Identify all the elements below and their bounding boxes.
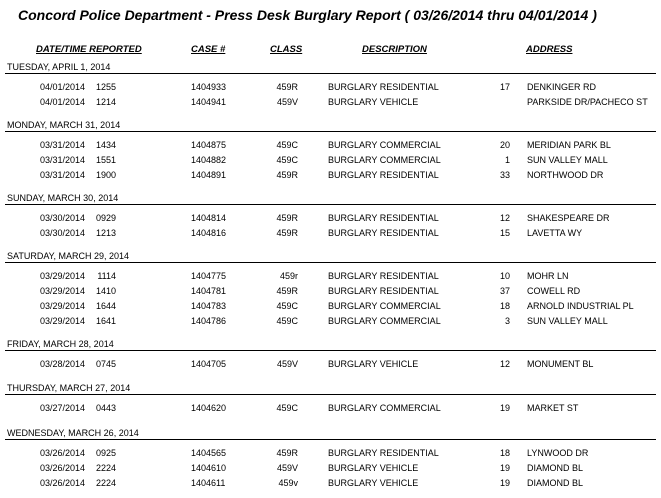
row-date: 03/28/2014: [40, 359, 86, 369]
row-description: BURGLARY VEHICLE: [328, 478, 419, 488]
row-street-name: COWELL RD: [527, 286, 581, 296]
row-street-name: DENKINGER RD: [527, 82, 597, 92]
day-heading: MONDAY, MARCH 31, 2014: [7, 120, 121, 130]
row-class: 459R: [276, 228, 298, 238]
row-street-name: DIAMOND BL: [527, 463, 584, 473]
row-date: 03/26/2014: [40, 478, 86, 488]
row-time: 1434: [95, 140, 116, 150]
row-time: 1114: [97, 271, 116, 281]
row-street-name: DIAMOND BL: [527, 478, 584, 488]
column-header-class: CLASS: [270, 44, 303, 55]
row-class: 459C: [276, 316, 298, 326]
row-class: 459R: [276, 448, 298, 458]
row-street-name: NORTHWOOD DR: [527, 170, 604, 180]
row-class: 459V: [276, 359, 298, 369]
column-header-datetime: DATE/TIME REPORTED: [36, 44, 142, 55]
row-date: 03/31/2014: [40, 155, 86, 165]
row-street-number: 18: [499, 301, 510, 311]
row-class: 459C: [276, 155, 298, 165]
row-street-name: LYNWOOD DR: [527, 448, 589, 458]
row-class: 459V: [276, 463, 298, 473]
row-street-number: 19: [499, 463, 510, 473]
row-description: BURGLARY RESIDENTIAL: [328, 271, 439, 281]
row-class: 459C: [276, 403, 298, 413]
row-case-number: 1404875: [191, 140, 227, 150]
row-case-number: 1404941: [191, 97, 227, 107]
row-class: 459r: [279, 271, 298, 281]
row-class: 459v: [278, 478, 298, 488]
row-street-number: 19: [499, 478, 510, 488]
row-street-name: SHAKESPEARE DR: [527, 213, 610, 223]
row-time: 0745: [95, 359, 116, 369]
row-class: 459R: [276, 286, 298, 296]
row-date: 03/29/2014: [40, 316, 86, 326]
day-divider: [5, 73, 656, 74]
row-street-number: 19: [499, 403, 510, 413]
row-time: 1410: [95, 286, 116, 296]
day-divider: [5, 394, 656, 395]
day-divider: [5, 350, 656, 351]
row-street-name: MARKET ST: [527, 403, 579, 413]
row-street-number: 37: [499, 286, 510, 296]
day-divider: [5, 262, 656, 263]
row-street-number: 1: [504, 155, 510, 165]
row-time: 1213: [95, 228, 116, 238]
row-description: BURGLARY COMMERCIAL: [328, 301, 441, 311]
row-description: BURGLARY RESIDENTIAL: [328, 170, 439, 180]
day-heading: TUESDAY, APRIL 1, 2014: [7, 62, 111, 72]
row-date: 03/29/2014: [40, 286, 86, 296]
row-class: 459C: [276, 140, 298, 150]
row-description: BURGLARY VEHICLE: [328, 463, 419, 473]
day-divider: [5, 204, 656, 205]
row-date: 03/27/2014: [40, 403, 86, 413]
row-case-number: 1404882: [191, 155, 227, 165]
row-street-name: MOHR LN: [527, 271, 569, 281]
row-date: 03/26/2014: [40, 463, 86, 473]
row-case-number: 1404891: [191, 170, 227, 180]
row-time: 1551: [95, 155, 116, 165]
row-time: 2224: [95, 463, 116, 473]
row-description: BURGLARY COMMERCIAL: [328, 140, 441, 150]
row-case-number: 1404565: [191, 448, 227, 458]
row-case-number: 1404786: [191, 316, 227, 326]
row-street-number: 15: [499, 228, 510, 238]
row-street-name: PARKSIDE DR/PACHECO ST: [527, 97, 648, 107]
row-date: 03/26/2014: [40, 448, 86, 458]
row-description: BURGLARY COMMERCIAL: [328, 316, 441, 326]
row-class: 459C: [276, 301, 298, 311]
row-street-name: SUN VALLEY MALL: [527, 316, 608, 326]
row-case-number: 1404620: [191, 403, 227, 413]
row-case-number: 1404816: [191, 228, 227, 238]
day-divider: [5, 439, 656, 440]
row-class: 459V: [276, 97, 298, 107]
row-description: BURGLARY RESIDENTIAL: [328, 448, 439, 458]
day-heading: THURSDAY, MARCH 27, 2014: [7, 383, 131, 393]
row-time: 1644: [95, 301, 116, 311]
row-street-name: SUN VALLEY MALL: [527, 155, 608, 165]
row-description: BURGLARY RESIDENTIAL: [328, 82, 439, 92]
row-description: BURGLARY COMMERCIAL: [328, 403, 441, 413]
row-case-number: 1404781: [191, 286, 227, 296]
row-time: 0443: [95, 403, 116, 413]
row-case-number: 1404610: [191, 463, 227, 473]
row-time: 2224: [95, 478, 116, 488]
row-street-number: 18: [499, 448, 510, 458]
day-heading: WEDNESDAY, MARCH 26, 2014: [7, 428, 139, 438]
row-time: 0925: [95, 448, 116, 458]
column-header-case: CASE #: [191, 44, 226, 55]
row-description: BURGLARY RESIDENTIAL: [328, 286, 439, 296]
row-date: 03/31/2014: [40, 140, 86, 150]
row-class: 459R: [276, 213, 298, 223]
day-divider: [5, 131, 656, 132]
row-date: 04/01/2014: [40, 82, 86, 92]
row-class: 459R: [276, 170, 298, 180]
row-date: 03/29/2014: [40, 301, 86, 311]
row-class: 459R: [276, 82, 298, 92]
day-heading: FRIDAY, MARCH 28, 2014: [7, 339, 114, 349]
row-street-name: MERIDIAN PARK BL: [527, 140, 611, 150]
row-street-name: ARNOLD INDUSTRIAL PL: [527, 301, 634, 311]
row-time: 1214: [95, 97, 116, 107]
row-case-number: 1404775: [191, 271, 227, 281]
row-case-number: 1404814: [191, 213, 227, 223]
row-street-number: 17: [499, 82, 510, 92]
row-street-number: 10: [499, 271, 510, 281]
row-date: 03/31/2014: [40, 170, 86, 180]
row-description: BURGLARY RESIDENTIAL: [328, 228, 439, 238]
row-case-number: 1404783: [191, 301, 227, 311]
row-description: BURGLARY VEHICLE: [328, 359, 419, 369]
row-case-number: 1404611: [191, 478, 226, 488]
row-street-name: MONUMENT BL: [527, 359, 594, 369]
row-description: BURGLARY RESIDENTIAL: [328, 213, 439, 223]
report-title: Concord Police Department - Press Desk Burglary Report ( 03/26/2014 thru 04/01/2014 ): [18, 7, 597, 23]
row-time: 1900: [95, 170, 116, 180]
day-heading: SUNDAY, MARCH 30, 2014: [7, 193, 119, 203]
day-heading: SATURDAY, MARCH 29, 2014: [7, 251, 130, 261]
column-header-address: ADDRESS: [526, 44, 573, 55]
row-date: 03/30/2014: [40, 228, 86, 238]
row-street-number: 20: [499, 140, 510, 150]
row-time: 1255: [95, 82, 116, 92]
row-date: 04/01/2014: [40, 97, 86, 107]
row-date: 03/30/2014: [40, 213, 86, 223]
row-time: 1641: [95, 316, 116, 326]
row-case-number: 1404933: [191, 82, 227, 92]
row-description: BURGLARY VEHICLE: [328, 97, 419, 107]
row-street-number: 12: [499, 359, 510, 369]
row-description: BURGLARY COMMERCIAL: [328, 155, 441, 165]
row-date: 03/29/2014: [40, 271, 86, 281]
column-header-description: DESCRIPTION: [362, 44, 427, 55]
row-street-number: 33: [499, 170, 510, 180]
row-time: 0929: [95, 213, 116, 223]
row-street-number: 3: [504, 316, 510, 326]
row-case-number: 1404705: [191, 359, 227, 369]
row-street-number: 12: [499, 213, 510, 223]
row-street-name: LAVETTA WY: [527, 228, 583, 238]
